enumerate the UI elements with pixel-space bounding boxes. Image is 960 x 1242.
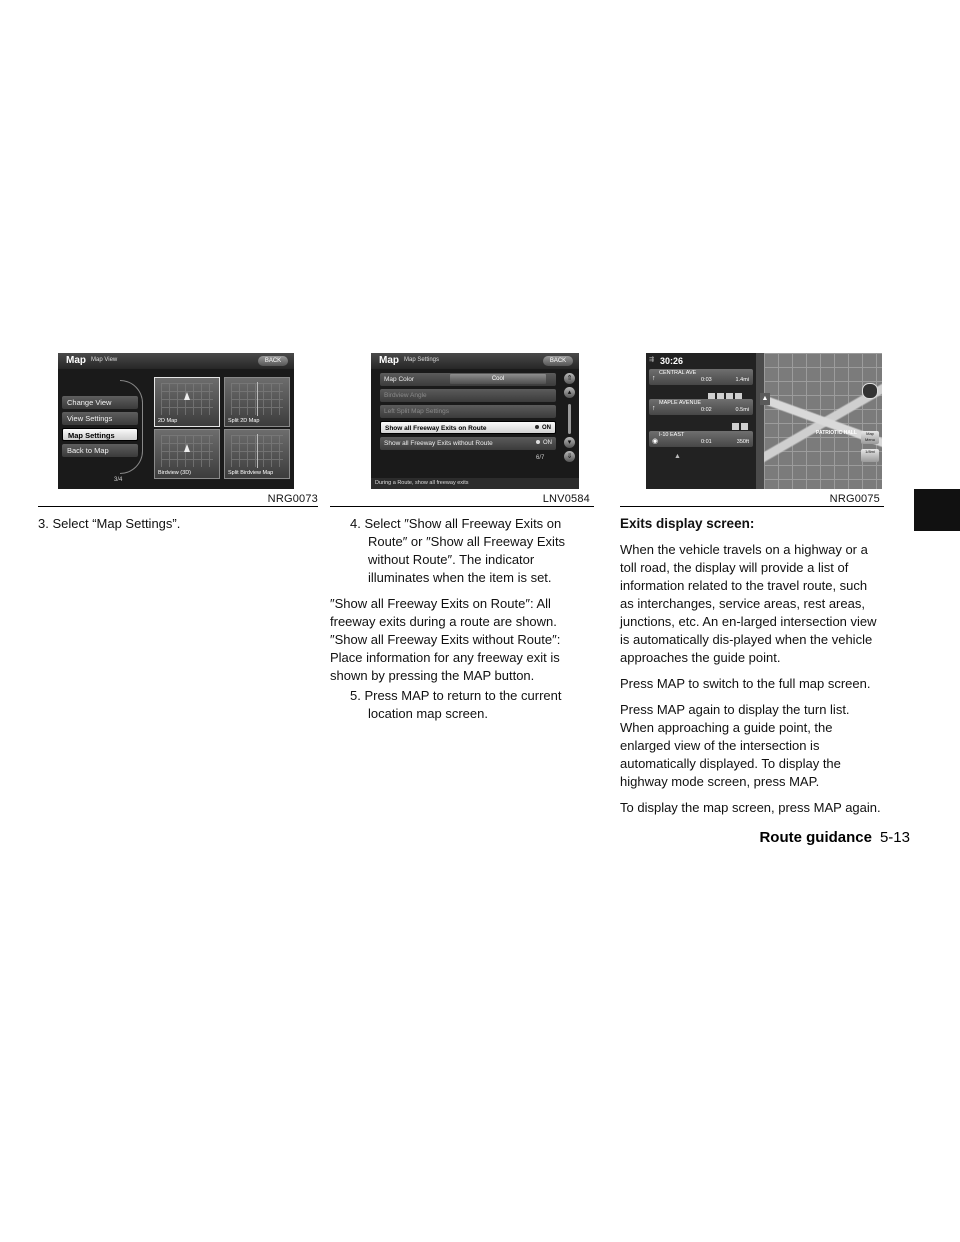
up-arrow-icon: ↑ <box>652 405 656 412</box>
page-number: 5-13 <box>879 829 910 846</box>
scroll-up-icon: ▴ <box>564 387 575 398</box>
setting-row-map-color <box>380 373 556 386</box>
page-up-icon: ⇑ <box>564 373 575 384</box>
figure-rule <box>620 506 884 507</box>
map-settings-screenshot <box>371 353 579 489</box>
screen-title: Map <box>379 355 399 366</box>
help-message: During a Route, show all freeway exits <box>371 478 579 489</box>
title-bar <box>371 353 579 369</box>
menu-item-change-view: Change View <box>62 396 138 409</box>
indicator-value: ON <box>542 425 551 431</box>
step-3: 3. Select “Map Settings”. <box>38 516 181 531</box>
exit-distance: 0.5mi <box>735 407 749 413</box>
figure-id: LNV0584 <box>542 493 590 505</box>
title-bar <box>58 353 294 369</box>
vehicle-arrow-icon <box>184 392 190 400</box>
section-name: Route guidance <box>759 829 872 846</box>
place-label: PATRIOTIC HALL <box>816 430 857 436</box>
map-area <box>764 353 882 489</box>
tile-birdview-3d <box>154 429 220 479</box>
exits-without-route-description: ″Show all Freeway Exits without Route″: Place information for any freeway exit is shown by pressing the MAP button. <box>330 632 561 683</box>
exit-distance: 1.4mi <box>735 377 749 383</box>
step-5: 5. Press MAP to return to the current location map screen. <box>350 688 562 721</box>
chapter-tab <box>914 489 960 531</box>
column-1 <box>38 515 318 533</box>
tile-label: 2D Map <box>158 418 178 424</box>
menu-item-map-settings: Map Settings <box>62 428 138 441</box>
indicator <box>535 422 551 435</box>
scrollbar <box>568 404 571 434</box>
indicator-icon <box>536 440 540 444</box>
zoom-scale-button: 1/8mi <box>861 449 879 462</box>
freeway-shield-icon: ◉ <box>652 438 659 445</box>
setting-label: Birdview Angle <box>384 392 427 399</box>
paragraph: To display the map screen, press MAP again. <box>620 800 881 815</box>
paragraph: Press MAP again to display the turn list. When approaching a guide point, the enlarged view of the intersection is automatically displayed. To display the highway mode screen, press MAP. <box>620 702 850 789</box>
menu-item-view-settings: View Settings <box>62 412 138 425</box>
exit-time: 0:02 <box>701 407 712 413</box>
exit-row <box>649 431 753 447</box>
facility-icons <box>708 387 744 395</box>
back-button: BACK <box>258 356 288 366</box>
exit-name: I-10 EAST <box>659 432 685 438</box>
up-arrow-icon: ↑ <box>652 375 656 382</box>
vehicle-arrow-icon <box>184 444 190 452</box>
figure-id: NRG0075 <box>829 493 880 505</box>
menu-item-back-to-map: Back to Map <box>62 444 138 457</box>
map-menu-button: Map Menu <box>861 431 879 444</box>
paragraph: When the vehicle travels on a highway or a toll road, the display will provide a list of information related to the travel route, such as interchanges, service areas, rest areas, junctions, etc. An en-larged intersection view is automatically dis-played when the vehicle approaches the guide point. <box>620 542 877 665</box>
tile-2d-map <box>154 377 220 427</box>
page-down-icon: ⇓ <box>564 451 575 462</box>
setting-row-exits-on-route <box>380 421 556 434</box>
setting-label: Map Color <box>384 376 414 383</box>
setting-row-birdview-angle <box>380 389 556 402</box>
figure-id: NRG0073 <box>267 493 318 505</box>
scroll-down-icon: ▾ <box>564 437 575 448</box>
exit-time: 0:03 <box>701 377 712 383</box>
indicator <box>536 437 552 450</box>
menu-frame <box>120 380 143 474</box>
exit-row <box>649 369 753 385</box>
exits-display-screenshot <box>646 353 882 489</box>
exit-row <box>649 399 753 415</box>
map-view-screenshot <box>58 353 294 489</box>
facility-icons <box>732 417 750 425</box>
tile-split-2d-map <box>224 377 290 427</box>
tile-label: Split 2D Map <box>228 418 260 424</box>
back-button: BACK <box>543 356 573 366</box>
page-indicator: 3/4 <box>114 477 123 483</box>
compass-icon <box>862 383 878 399</box>
screen-subtitle: Map Settings <box>404 357 440 363</box>
setting-label: Show all Freeway Exits on Route <box>385 425 487 432</box>
screen-title: Map <box>66 355 86 366</box>
exit-distance: 350ft <box>736 439 749 445</box>
screen-subtitle: Map View <box>91 357 118 363</box>
column-2 <box>330 515 594 723</box>
indicator-value: ON <box>543 440 552 446</box>
scroll-up-icon: ▲ <box>760 393 770 405</box>
arrival-time: 30:26 <box>660 356 684 366</box>
setting-label: Left Split Map Settings <box>384 408 450 415</box>
column-3 <box>620 515 884 817</box>
vehicle-arrow-icon: ▲ <box>674 453 681 460</box>
exits-on-route-description: ″Show all Freeway Exits on Route″: All freeway exits during a route are shown. <box>330 596 557 629</box>
exit-time: 0:01 <box>701 439 712 445</box>
exit-name: MAPLE AVENUE <box>659 400 702 406</box>
step-4: 4. Select ″Show all Freeway Exits on Route″ or ″Show all Freeway Exits without Route″. The indicator illuminates when the item is set. <box>350 516 566 585</box>
section-heading: Exits display screen: <box>620 516 755 531</box>
page-indicator: 6/7 <box>536 455 545 461</box>
route-icon: ⇶ <box>649 357 655 363</box>
setting-row-exits-without-route <box>380 437 556 450</box>
tile-label: Split Birdview Map <box>228 470 274 476</box>
figure-rule <box>38 506 318 507</box>
map-color-value: Cool <box>450 374 546 384</box>
exit-name: CENTRAL AVE <box>659 370 697 376</box>
setting-label: Show all Freeway Exits without Route <box>384 440 493 447</box>
setting-row-left-split <box>380 405 556 418</box>
figure-rule <box>330 506 594 507</box>
tile-split-birdview-map <box>224 429 290 479</box>
tile-label: Birdview (3D) <box>158 470 192 476</box>
exit-list-panel <box>646 353 756 489</box>
indicator-icon <box>535 425 539 429</box>
page-footer <box>759 829 910 846</box>
paragraph: Press MAP to switch to the full map screen. <box>620 676 871 691</box>
